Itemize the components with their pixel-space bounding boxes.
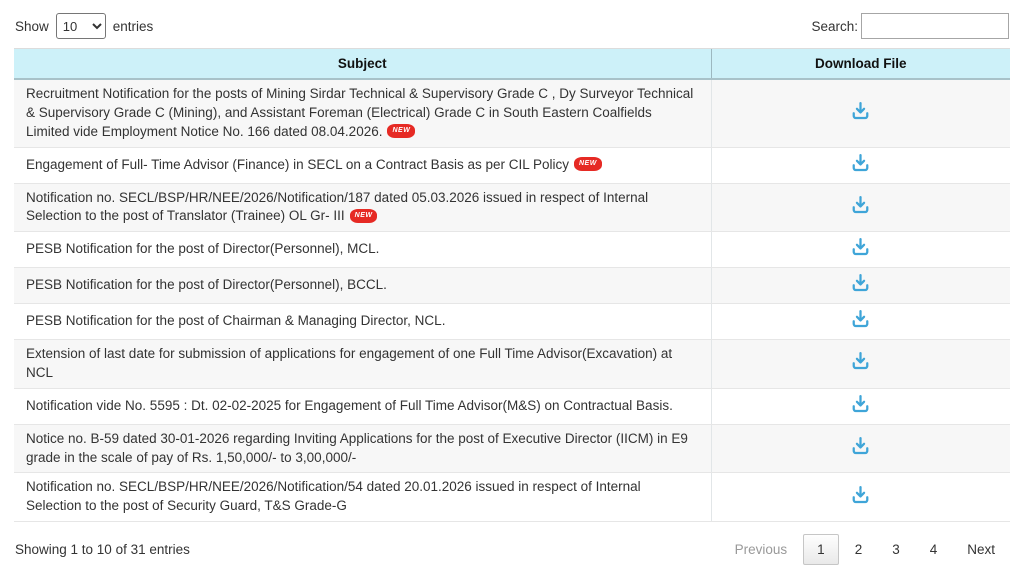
next-page-button[interactable]: Next: [967, 542, 995, 558]
table-row: [14, 388, 1010, 424]
subject-text: Engagement of Full- Time Advisor (Finance) in SECL on a Contract Basis as per CIL Policy: [26, 156, 569, 172]
download-cell: [711, 424, 1010, 473]
table-footer: [0, 522, 1024, 565]
table-row: [14, 79, 1010, 147]
download-icon[interactable]: [851, 237, 870, 256]
search-input[interactable]: [861, 13, 1009, 39]
table-row: [14, 268, 1010, 304]
subject-cell: [14, 147, 711, 183]
subject-cell: [14, 232, 711, 268]
page-button-4[interactable]: 4: [929, 542, 938, 558]
subject-text: PESB Notification for the post of Chairman & Managing Director, NCL.: [26, 313, 446, 329]
page-button-2[interactable]: 2: [854, 542, 863, 558]
subject-cell: [14, 388, 711, 424]
subject-cell: [14, 183, 711, 232]
download-icon[interactable]: [851, 195, 870, 214]
download-icon[interactable]: [851, 153, 870, 172]
table-row: [14, 340, 1010, 389]
download-cell: [711, 183, 1010, 232]
subject-cell: [14, 340, 711, 389]
entries-info: Showing 1 to 10 of 31 entries: [15, 542, 190, 558]
page-button-1[interactable]: 1: [803, 534, 839, 565]
table-body: [14, 79, 1010, 522]
subject-cell: [14, 424, 711, 473]
download-cell: [711, 388, 1010, 424]
subject-text: Notification no. SECL/BSP/HR/NEE/2026/Notification/54 dated 20.01.2026 issued in respect of Internal Selection to the post of Security Guard, T&S Grade-G: [26, 479, 641, 514]
page-length-control: [15, 13, 153, 39]
column-header-download: Download File: [711, 49, 1010, 80]
download-cell: [711, 304, 1010, 340]
previous-page-button[interactable]: Previous: [734, 542, 788, 558]
page-length-select[interactable]: [56, 13, 106, 39]
download-icon[interactable]: [851, 436, 870, 455]
table-row: [14, 183, 1010, 232]
pagination: [719, 534, 1009, 565]
search-control: [811, 13, 1009, 39]
table-header-row: [14, 49, 1010, 80]
download-cell: [711, 340, 1010, 389]
new-badge-icon: NEW: [387, 124, 415, 138]
column-header-subject: Subject: [14, 49, 711, 80]
notifications-table: [14, 48, 1010, 522]
table-row: [14, 147, 1010, 183]
subject-text: PESB Notification for the post of Director(Personnel), MCL.: [26, 241, 380, 257]
subject-text: Notification vide No. 5595 : Dt. 02-02-2025 for Engagement of Full Time Advisor(M&S) on Contractual Basis.: [26, 397, 673, 413]
show-label: Show: [15, 18, 49, 34]
new-badge-icon: NEW: [350, 209, 378, 223]
download-cell: [711, 232, 1010, 268]
table-row: [14, 424, 1010, 473]
table-row: [14, 473, 1010, 522]
download-cell: [711, 473, 1010, 522]
download-icon[interactable]: [851, 394, 870, 413]
subject-text: Notice no. B-59 dated 30-01-2026 regarding Inviting Applications for the post of Executive Director (IICM) in E9 grade in the scale of pay of Rs. 1,50,000/- to 3,00,000/-: [26, 430, 688, 465]
subject-cell: [14, 79, 711, 147]
subject-text: PESB Notification for the post of Director(Personnel), BCCL.: [26, 277, 387, 293]
download-cell: [711, 268, 1010, 304]
subject-cell: [14, 304, 711, 340]
subject-cell: [14, 268, 711, 304]
download-cell: [711, 79, 1010, 147]
download-icon[interactable]: [851, 101, 870, 120]
download-icon[interactable]: [851, 485, 870, 504]
table-row: [14, 232, 1010, 268]
download-icon[interactable]: [851, 273, 870, 292]
download-icon[interactable]: [851, 351, 870, 370]
page-button-3[interactable]: 3: [892, 542, 900, 558]
download-icon[interactable]: [851, 309, 870, 328]
table-controls: [0, 0, 1024, 48]
entries-label: entries: [112, 18, 154, 34]
new-badge-icon: NEW: [574, 157, 602, 171]
subject-cell: [14, 473, 711, 522]
table-row: [14, 304, 1010, 340]
subject-text: Extension of last date for submission of applications for engagement of one Full Time Advisor(Excavation) at NCL: [26, 346, 673, 380]
search-label: Search:: [811, 18, 858, 34]
subject-text: Notification no. SECL/BSP/HR/NEE/2026/Notification/187 dated 05.03.2026 issued in respect of Internal Selection to the post of Translator (Trainee) OL Gr- III: [26, 189, 649, 224]
subject-text: Recruitment Notification for the posts of Mining Sirdar Technical & Supervisory Grade C , Dy Surveyor Technical & Supervisory Grade C (Mining), and Assistant Foreman (Electrical) Grade C in South Eastern Coalfields Limited vide Employment Notice No. 166 dated 08.04.2026.: [26, 86, 694, 139]
download-cell: [711, 147, 1010, 183]
